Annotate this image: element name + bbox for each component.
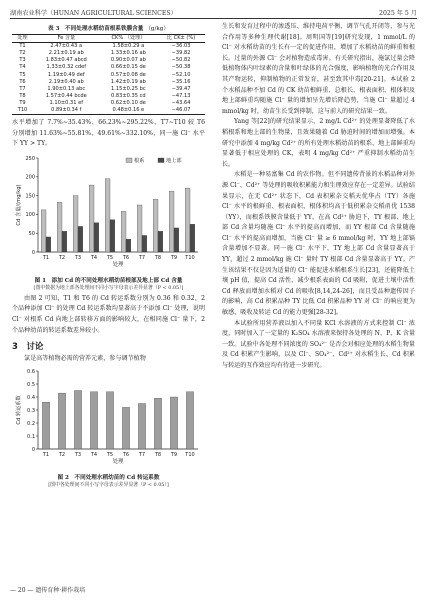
y-tick-label: 0.4: [27, 394, 35, 401]
bar-T9-地上部: [174, 228, 179, 252]
journal-name: 湖南农业科学（HUNAN AGRICULTURAL SCIENCES）: [10, 10, 177, 17]
bar-T5-根系: [105, 178, 110, 251]
table-caption: [12, 24, 205, 32]
x-tick-label: T4: [90, 451, 98, 458]
legend-swatch: [126, 158, 132, 163]
figure-2-note: [图中各处理间不同小写字母表示差异显著（P < 0.05）]: [48, 481, 169, 488]
bar-T10-根系: [185, 188, 190, 252]
col-header: CK% （处理）: [100, 35, 158, 43]
table-cell: −43.64: [171, 99, 191, 106]
table-cell: −35.16: [171, 78, 191, 85]
y-tick-label: 0.6: [27, 368, 35, 375]
bar-T7-地上部: [142, 235, 147, 252]
x-tick-label: T3: [74, 254, 82, 261]
paragraph-discussion-3: 水稻是一种易富集 Cd 的农作物。但不同遗传背景的水稻品种对外源 Cl⁻、Cd²⁺ 等处理的吸收积累能力和生理效应存在一定差异。试验结果显示，在无 Cd²⁺ 状态下，Cd 表积累杂交稻天优华占（TY）各施 Cl⁻ 水平的根鲜重、根表面积、根体积均高于低积累杂交稻甬优 1538（YY），而根系铁膜含量低于 YY。在高 Cd²⁺ 胁迫下，TY 根部、地上部 Cd 含量均随施 Cl⁻ 水平的提高而增加，而 YY 根部 Cd 含量随施 Cl⁻ 水平的提高而增加，当施 Cl⁻ 量 ≥ 6 mmol/kg 时，YY 地上部镉含量增加不显著。同一施 Cl⁻ 水平下，TY 地上部 Cd 含量显著高于 YY，超过 2 mmol/kg 施 Cl⁻ 量时 TY 根部 Cd 含量显著高于 YY。产生该结果不仅是因为适量的 Cl⁻ 能促进水稻根系生长[23]，还能降低土壤 pH 值，提高 Cd 活性，减少根系表面的 Cd 吸附，促进土壤中活性 Cd 释放而增加水稻对 Cd 的吸收[8,14,24-26]，而且受品种遗传因子的影响，高 Cd 积累品种 TY 比低 Cd 积累品种 YY 对 Cl⁻ 的响应更为敏感，吸收及转运 Cd 的能力更强[28-32]。: [222, 171, 415, 317]
page-footer: — 20 — 遗传育种·耕作栽培: [10, 587, 86, 594]
table-cell: 1.42±0.19 ab: [110, 78, 146, 85]
y-tick-label: 0.2: [27, 420, 35, 427]
bar-T4-根系: [89, 185, 94, 252]
table-cell: 0.66±0.15 de: [110, 64, 146, 71]
table-row: [12, 50, 205, 57]
table-cell: 0.62±0.10 de: [110, 99, 146, 106]
issue-date: 2025 年 5 月: [379, 10, 417, 17]
x-tick-label: T2: [58, 254, 66, 261]
table-cell: T2: [19, 50, 26, 57]
y-tick-label: 0: [31, 446, 35, 453]
table-cell: T7: [19, 85, 26, 92]
table-cell: T5: [19, 71, 26, 78]
y-tick-label: 0.3: [27, 407, 35, 414]
paragraph-discussion-4: 本试验所用营养液以加入不同量 KCl 水溶液的方式来控制 Cl⁻ 浓度，同时加入了一定量的 K₂SO₄ 水溶液来保持各处理的 N、P、K 含量一致。试验中各处理不同浓度的 SO₄²⁻ 是否会对相应处理的水稻生物量及 Cd 积累产生影响，以及 Cl⁻、SO₄²⁻、Cd²⁺ 对水稻生长、Cd 积累与转运的互作效应均有待进一步研究。: [222, 319, 415, 369]
y-axis-label: Cd 含量/(mg/kg): [16, 184, 22, 226]
table-row: [12, 100, 205, 107]
y-tick-label: 0: [31, 249, 35, 256]
table-cell: 1.57±0.44 bcde: [45, 92, 87, 99]
table-row: [12, 57, 205, 64]
table-cell: −52.10: [171, 71, 191, 78]
table-cell: 2.47±0.43 a: [50, 43, 83, 50]
table-cell: T10: [12, 107, 33, 115]
y-tick-label: 0.5: [27, 381, 35, 388]
x-axis-label: 处理: [112, 458, 124, 465]
iron-plaque-table: [12, 34, 205, 115]
y-tick-label: 200: [25, 174, 35, 181]
table-cell: 0.48±0.16 e: [100, 107, 158, 115]
table-row: [12, 93, 205, 100]
y-tick-label: 0.1: [27, 433, 35, 440]
table-cell: 0.90±0.07 ab: [110, 57, 146, 64]
table-cell: −47.13: [171, 92, 191, 99]
table-cell: −46.07: [157, 107, 205, 115]
paragraph-discussion-1: 生长和发育过程中的渗透压、维持电荷平衡、调节气孔开闭等，参与光合作用等多种生理代谢[18]。周明国等[19]研究发现，1 mmol/L 的 Cl⁻ 对水稻幼苗的生长有一定的促进作用，增加了水稻幼苗的鲜重和根长。过量的外源 Cl⁻ 会对植物造成毒害。有关研究指出，施氯过量会降低植物体内叶绿素的含量和叶绿体的光合强度，影响植物的光合作用及其产物运转，抑制植物的正常发育，甚至致其中毒[20-21]。本试验 2 个水稻品种不加 Cd 的 CK 幼苗根鲜重、总根长、根表面积、根体积及地上部鲜重均随施 Cl⁻ 量的增加呈先增后降趋势，当施 Cl⁻ 量超过 4 mmol/kg 时，幼苗生长受到抑制，这与前人的研究结果一致。: [222, 23, 415, 115]
bar-T7: [138, 403, 145, 449]
section-heading: 3 讨论: [12, 342, 44, 353]
y-tick-label: 100: [25, 212, 35, 219]
bar-T5: [106, 392, 113, 449]
bar-T2: [58, 393, 65, 449]
bar-T3-根系: [73, 195, 78, 251]
table-cell: 2.19±0.40 ab: [48, 78, 84, 85]
table-row: [12, 43, 205, 51]
x-tick-label: T7: [138, 451, 146, 458]
paragraph-results-2: 由图 2 可知，T1 和 T6 的 Cd 转运系数分别为 0.36 和 0.32，2 个品种添加 Cl⁻ 的处理 Cd 转运系数均显著高于不添加 Cl⁻ 处理，说明 Cl⁻ 对根系 Cd 向地上部转移方面的影响较大，在相同施 Cl⁻ 量下，2 个品种幼苗的转运系数差异较小。: [12, 294, 205, 334]
x-tick-label: T5: [106, 451, 114, 458]
x-tick-label: T9: [170, 254, 178, 261]
x-tick-label: T10: [185, 254, 195, 261]
paragraph-discussion-start: 氯是高等植物必需的营养元素，参与调节植物: [24, 355, 146, 363]
bar-T9: [170, 397, 177, 449]
x-tick-label: T1: [42, 254, 50, 261]
legend-label: 地上部: [166, 157, 182, 164]
bar-T3-地上部: [78, 226, 83, 252]
right-column: [222, 22, 415, 372]
x-tick-label: T4: [90, 254, 98, 261]
table-row: [12, 79, 205, 86]
bar-T6-地上部: [126, 239, 131, 252]
bar-T4-地上部: [94, 222, 99, 251]
bar-T3: [74, 390, 81, 449]
table-cell: −50.82: [171, 57, 191, 64]
bar-T6-根系: [121, 211, 126, 252]
bar-T10: [186, 392, 193, 449]
x-tick-label: T6: [122, 451, 130, 458]
figure-2-chart: [12, 365, 205, 469]
y-axis-label: Cd 转运系数: [16, 395, 22, 425]
table-cell: −39.82: [171, 50, 191, 57]
table-cell: −39.47: [171, 85, 191, 92]
bar-T2-地上部: [62, 231, 67, 252]
x-tick-label: T8: [154, 451, 162, 458]
col-header: 比 CK± (%): [157, 35, 205, 43]
bar-T10-地上部: [190, 224, 195, 252]
table-cell: T6: [19, 78, 26, 85]
bar-T8-根系: [153, 199, 158, 252]
table-cell: 1.15±0.25 bc: [111, 85, 146, 92]
bar-T8: [154, 398, 161, 449]
bar-T5-地上部: [110, 219, 115, 251]
table-cell: 1.83±0.47 abcd: [45, 57, 87, 64]
table-unit: （g/kg）: [145, 26, 169, 32]
table-cell: 1.33±0.32 cdef: [46, 64, 87, 71]
table-cell: 1.90±0.13 abc: [47, 85, 86, 92]
bar-T1: [42, 402, 49, 449]
x-tick-label: T7: [138, 254, 146, 261]
table-cell: T8: [19, 92, 26, 99]
table-cell: T1: [19, 43, 26, 50]
bar-T1-根系: [41, 210, 46, 252]
bar-T9-根系: [169, 191, 174, 252]
legend-swatch: [158, 158, 164, 163]
figure-1-note: [图中数据为地上部各处理间不同小写字母表示差异显著（P < 0.05）]: [33, 284, 184, 291]
bar-T1-地上部: [46, 237, 51, 252]
col-header: 处理: [12, 35, 33, 43]
x-tick-label: T1: [42, 451, 50, 458]
figure-2-caption: 图 2 不同处理水稻幼苗的 Cd 转运系数: [57, 474, 160, 481]
left-column: [12, 22, 205, 488]
table-cell: 2.21±0.19 ab: [48, 50, 84, 57]
x-tick-label: T6: [122, 254, 130, 261]
legend-label: 根系: [134, 157, 145, 164]
table-cell: T3: [19, 57, 26, 64]
bar-T2-根系: [57, 202, 62, 252]
table-cell: 1.19±0.49 def: [47, 71, 85, 78]
y-tick-label: 50: [28, 230, 35, 237]
table-row: [12, 71, 205, 78]
table-cell: 0.83±0.35 cd: [111, 92, 146, 99]
paragraph-results-1: 水平增加了 7.7%~35.43%、66.23%~295.22%，T7~T10 较 T6 分别增加 11.63%~55.81%、49.61%~332.10%，同一施 Cl⁻ 水平下 YY > TY。: [12, 119, 205, 148]
bar-T8-地上部: [158, 231, 163, 252]
table-cell: −36.03: [171, 43, 191, 50]
y-tick-label: 250: [25, 155, 35, 162]
y-tick-label: 150: [25, 193, 35, 200]
figure-2: [12, 365, 205, 488]
header-rule: [10, 18, 417, 19]
table-row: [12, 107, 205, 115]
table-cell: T4: [19, 64, 26, 71]
table-header-row: [12, 35, 205, 43]
table-cell: 0.57±0.08 de: [110, 71, 146, 78]
table-cell: 1.58±0.29 a: [112, 43, 145, 50]
x-tick-label: T8: [154, 254, 162, 261]
figure-1-caption: 图 1 添加 Cd 的不同处理水稻幼苗根部及地上部 Cd 含量: [34, 277, 183, 284]
x-axis-label: 处理: [112, 261, 124, 268]
figure-1-chart: [12, 150, 205, 272]
running-header: [10, 6, 417, 18]
x-tick-label: T3: [74, 451, 82, 458]
bar-T4: [90, 392, 97, 449]
table-caption-text: 表 3 不同处理水稻幼苗根系铁膜含量: [48, 26, 144, 32]
table-cell: 1.10±0.31 ef: [49, 99, 84, 106]
x-tick-label: T5: [106, 254, 114, 261]
x-tick-label: T10: [185, 451, 195, 458]
col-header: Fe 含量: [33, 35, 100, 43]
table-cell: 0.89±0.34 f: [33, 107, 100, 115]
figure-1: [12, 150, 205, 291]
table-cell: 1.33±0.16 ab: [110, 50, 146, 57]
bar-T6: [122, 407, 129, 449]
table-row: [12, 86, 205, 93]
paragraph-discussion-2: Yang 等[22]的研究结果显示，2 mg/L Cd²⁺ 的处理显著降低了水稻根系和地上部的生物量，且效果随着 Cd 胁迫时间的增加而增强。本研究中添加 4 mg/kg Cd²⁺ 的所有处理水稻幼苗的根系、地上部鲜重均显著低于相应处理的 CK，表明 4 mg/kg Cd²⁺ 严重抑制水稻幼苗生长。: [222, 118, 415, 168]
x-tick-label: T9: [170, 451, 178, 458]
bar-T7-根系: [137, 205, 142, 252]
table-row: [12, 64, 205, 71]
table-cell: T9: [19, 99, 26, 106]
x-tick-label: T2: [58, 451, 66, 458]
table-cell: −50.38: [171, 64, 191, 71]
